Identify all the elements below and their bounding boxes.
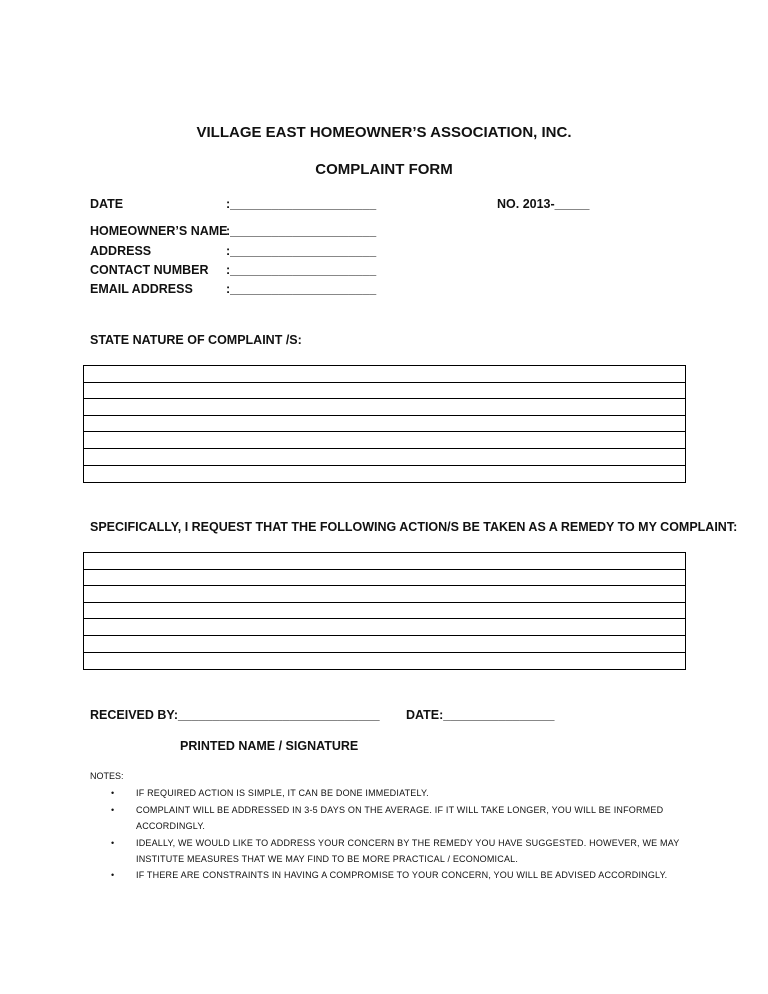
complaint-box[interactable] [83,365,686,483]
contact-number-label: CONTACT NUMBER [90,263,209,277]
note-text: IF REQUIRED ACTION IS SIMPLE, IT CAN BE DONE IMMEDIATELY. [136,788,429,798]
remedy-line[interactable] [84,619,685,636]
note-item [111,867,691,883]
date-field[interactable]: :_____________________ [226,197,377,211]
note-item [111,835,691,867]
complaint-line[interactable] [84,449,685,466]
remedy-label: SPECIFICALLY, I REQUEST THAT THE FOLLOWING ACTION/S BE TAKEN AS A REMEDY TO MY COMPLAINT: [90,520,738,534]
remedy-line[interactable] [84,553,685,570]
remedy-line[interactable] [84,570,685,587]
note-text: IF THERE ARE CONSTRAINTS IN HAVING A COMPROMISE TO YOUR CONCERN, YOU WILL BE ADVISED ACCORDINGLY. [136,870,668,880]
form-number[interactable]: NO. 2013-_____ [497,197,590,211]
bullet-icon: • [111,870,115,880]
complaint-line[interactable] [84,416,685,433]
complaint-line[interactable] [84,366,685,383]
homeowner-name-label: HOMEOWNER’S NAME [90,224,228,238]
form-subtitle: COMPLAINT FORM [315,161,453,178]
complaint-line[interactable] [84,432,685,449]
printed-name-caption: PRINTED NAME / SIGNATURE [180,739,359,753]
note-text: IDEALLY, WE WOULD LIKE TO ADDRESS YOUR CONCERN BY THE REMEDY YOU HAVE SUGGESTED. HOWEVER, WE MAY INSTITUTE MEASURES THAT WE MAY FIND TO BE MORE PRACTICAL / ECONOMICAL. [136,838,680,864]
note-item [111,802,691,834]
complaint-line[interactable] [84,399,685,416]
bullet-icon: • [111,838,115,848]
remedy-box[interactable] [83,552,686,670]
notes-title: NOTES: [90,771,124,781]
received-by-field[interactable]: RECEIVED BY:_____________________________ [90,708,380,722]
form-title: VILLAGE EAST HOMEOWNER’S ASSOCIATION, INC. [196,124,572,141]
received-date-field[interactable]: DATE:________________ [406,708,555,722]
address-field[interactable]: :_____________________ [226,244,377,258]
complaint-label: STATE NATURE OF COMPLAINT /S: [90,333,302,347]
remedy-line[interactable] [84,603,685,620]
complaint-line[interactable] [84,466,685,483]
date-label: DATE [90,197,124,211]
email-address-label: EMAIL ADDRESS [90,282,193,296]
bullet-icon: • [111,805,115,815]
address-label: ADDRESS [90,244,152,258]
note-item [111,785,691,801]
remedy-line[interactable] [84,586,685,603]
note-text: COMPLAINT WILL BE ADDRESSED IN 3-5 DAYS ON THE AVERAGE. IF IT WILL TAKE LONGER, YOU WILL BE INFORMED ACCORDINGLY. [136,805,664,831]
remedy-line[interactable] [84,653,685,670]
remedy-line[interactable] [84,636,685,653]
contact-number-field[interactable]: :_____________________ [226,263,377,277]
email-address-field[interactable]: :_____________________ [226,282,377,296]
complaint-line[interactable] [84,383,685,400]
bullet-icon: • [111,788,115,798]
homeowner-name-field[interactable]: :_____________________ [226,224,377,238]
